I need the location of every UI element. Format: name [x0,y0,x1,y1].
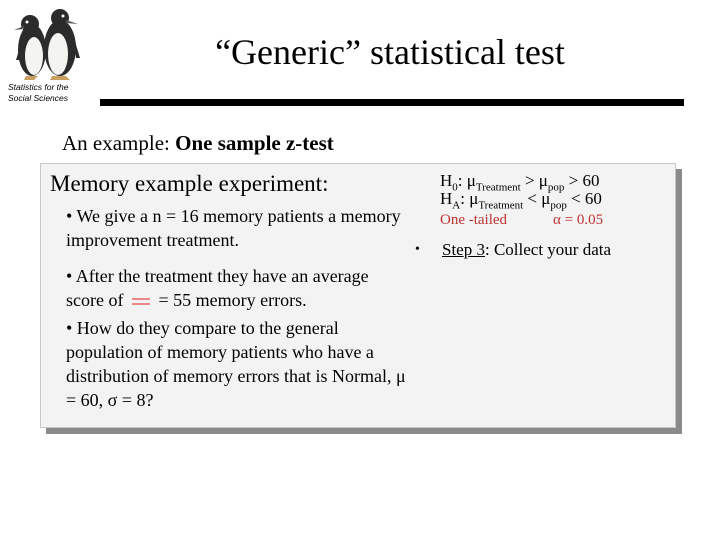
h0-label: H [440,171,453,190]
ha-sub: A [452,199,461,212]
box-heading: Memory example experiment: [50,171,329,196]
logo-caption [8,82,103,104]
tails-label: One -tailed [440,212,508,228]
h0-end: > 60 [564,171,600,190]
ha-label: H [440,189,453,208]
penguins-icon [8,4,88,82]
sample-mean-symbol-icon [130,295,152,309]
null-hypothesis [440,171,600,194]
alpha-level: α = 0.05 [553,212,604,228]
bullet-2-before: • After the treatment they have an average score of [66,266,369,310]
ha-end: < 60 [566,189,602,208]
bullet-1: • We give a n = 16 memory patients a memory improvement treatment. [66,206,401,250]
h0-op: > μ [520,171,548,190]
bullet-2 [66,264,406,312]
ha-body: : μ [460,189,479,208]
bullet-2-after: = 55 memory errors. [153,290,307,310]
slide-title: “Generic” statistical test [215,32,565,72]
subtitle-bold: One sample z-test [175,131,334,155]
h0-sub-treatment: Treatment [475,181,521,194]
h0-body: : μ [457,171,476,190]
logo-caption-line2: Social Sciences [8,93,69,103]
logo-caption-line1: Statistics for the [8,82,69,92]
h0-sub: 0 [452,181,458,194]
subtitle-prefix: An example: [62,131,176,155]
ha-sub-pop: pop [550,199,567,212]
h0-sub-pop: pop [547,181,565,194]
step-3-label: Step 3 [442,240,485,259]
step-3-text: : Collect your data [484,240,612,259]
step-3 [442,239,611,261]
step-bullet: • [415,242,420,257]
title-rule [100,99,684,106]
slide-subtitle [62,130,334,156]
alternative-hypothesis [440,189,602,212]
ha-op: < μ [523,189,551,208]
ha-sub-treatment: Treatment [478,199,524,212]
bullet-3: • How do they compare to the general population of memory patients who have a distribution of memory errors that is Normal, μ = 60, σ = 8? [66,318,406,410]
